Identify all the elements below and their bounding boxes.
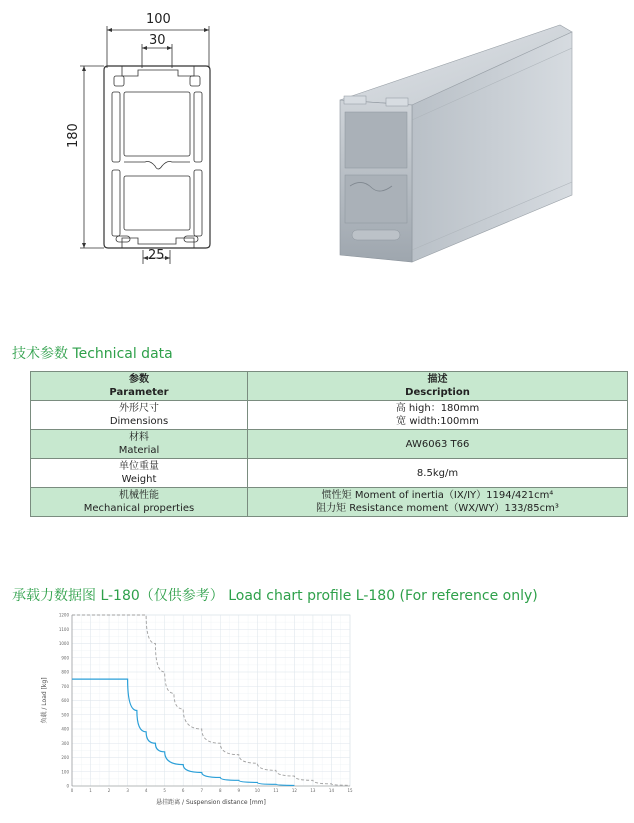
dim-width-label: 100 (146, 12, 171, 27)
chart-x-tick-label: 15 (347, 788, 353, 793)
param-cell: 单位重量 Weight (31, 459, 248, 488)
chart-x-tick-label: 13 (310, 788, 316, 793)
chart-y-tick-label: 100 (61, 769, 69, 775)
chart-y-tick-label: 500 (61, 712, 69, 718)
desc-cell: 8.5kg/m (248, 459, 628, 488)
chart-y-tick-label: 600 (61, 698, 69, 703)
chart-x-axis-label: 悬挂距离 / Suspension distance [mm] (156, 799, 266, 806)
chart-y-axis-label: 负载 / Load [kg] (41, 677, 48, 724)
chart-y-tick-label: 300 (61, 740, 69, 746)
chart-y-tick-label: 1000 (58, 641, 69, 646)
desc-cell: 惯性矩 Moment of inertia（IX/IY）1194/421cm⁴ 阻力矩 Resistance moment（WX/WY）133/85cm³ (248, 488, 628, 517)
chart-x-tick-label: 9 (237, 788, 241, 793)
chart-y-tick-label: 800 (61, 669, 69, 675)
dim-height-label: 180 (66, 123, 81, 148)
chart-y-tick-label: 1200 (58, 612, 69, 618)
chart-x-tick-label: 6 (181, 788, 185, 793)
param-cell: 机械性能 Mechanical properties (31, 488, 248, 517)
chart-y-tick-label: 1100 (58, 626, 69, 632)
chart-x-tick-label: 8 (218, 788, 222, 793)
chart-x-tick-label: 10 (254, 788, 260, 793)
chart-x-tick-label: 4 (144, 788, 148, 793)
chart-y-tick-label: 900 (61, 655, 69, 661)
chart-y-tick-label: 400 (61, 726, 69, 732)
chart-x-tick-label: 0 (70, 788, 74, 793)
chart-y-tick-label: 0 (66, 783, 69, 789)
chart-y-tick-label: 700 (61, 683, 69, 689)
load-chart-title: 承载力数据图 L-180（仅供参考） Load chart profile L-180 (For reference only) (12, 588, 538, 604)
technical-data-title: 技术参数 Technical data (12, 346, 173, 362)
chart-x-tick-label: 12 (291, 788, 297, 793)
chart-x-tick-label: 2 (107, 788, 111, 793)
chart-x-tick-label: 11 (273, 788, 279, 793)
chart-x-tick-label: 5 (163, 788, 166, 793)
chart-x-tick-label: 3 (126, 788, 129, 793)
header-parameter: 参数 Parameter (31, 372, 248, 401)
header-description: 描述 Description (248, 372, 628, 401)
dim-slot-top-label: 30 (149, 33, 166, 48)
param-cell: 材料 Material (31, 430, 248, 459)
chart-x-tick-label: 1 (89, 788, 92, 793)
desc-cell: 高 high：180mm 宽 width:100mm (248, 401, 628, 430)
chart-x-tick-label: 7 (200, 788, 204, 793)
param-cell: 外形尺寸 Dimensions (31, 401, 248, 430)
chart-x-tick-label: 14 (328, 788, 335, 793)
chart-y-tick-label: 200 (61, 755, 69, 760)
desc-cell: AW6063 T66 (248, 430, 628, 459)
dim-slot-bottom-label: 25 (148, 248, 165, 263)
